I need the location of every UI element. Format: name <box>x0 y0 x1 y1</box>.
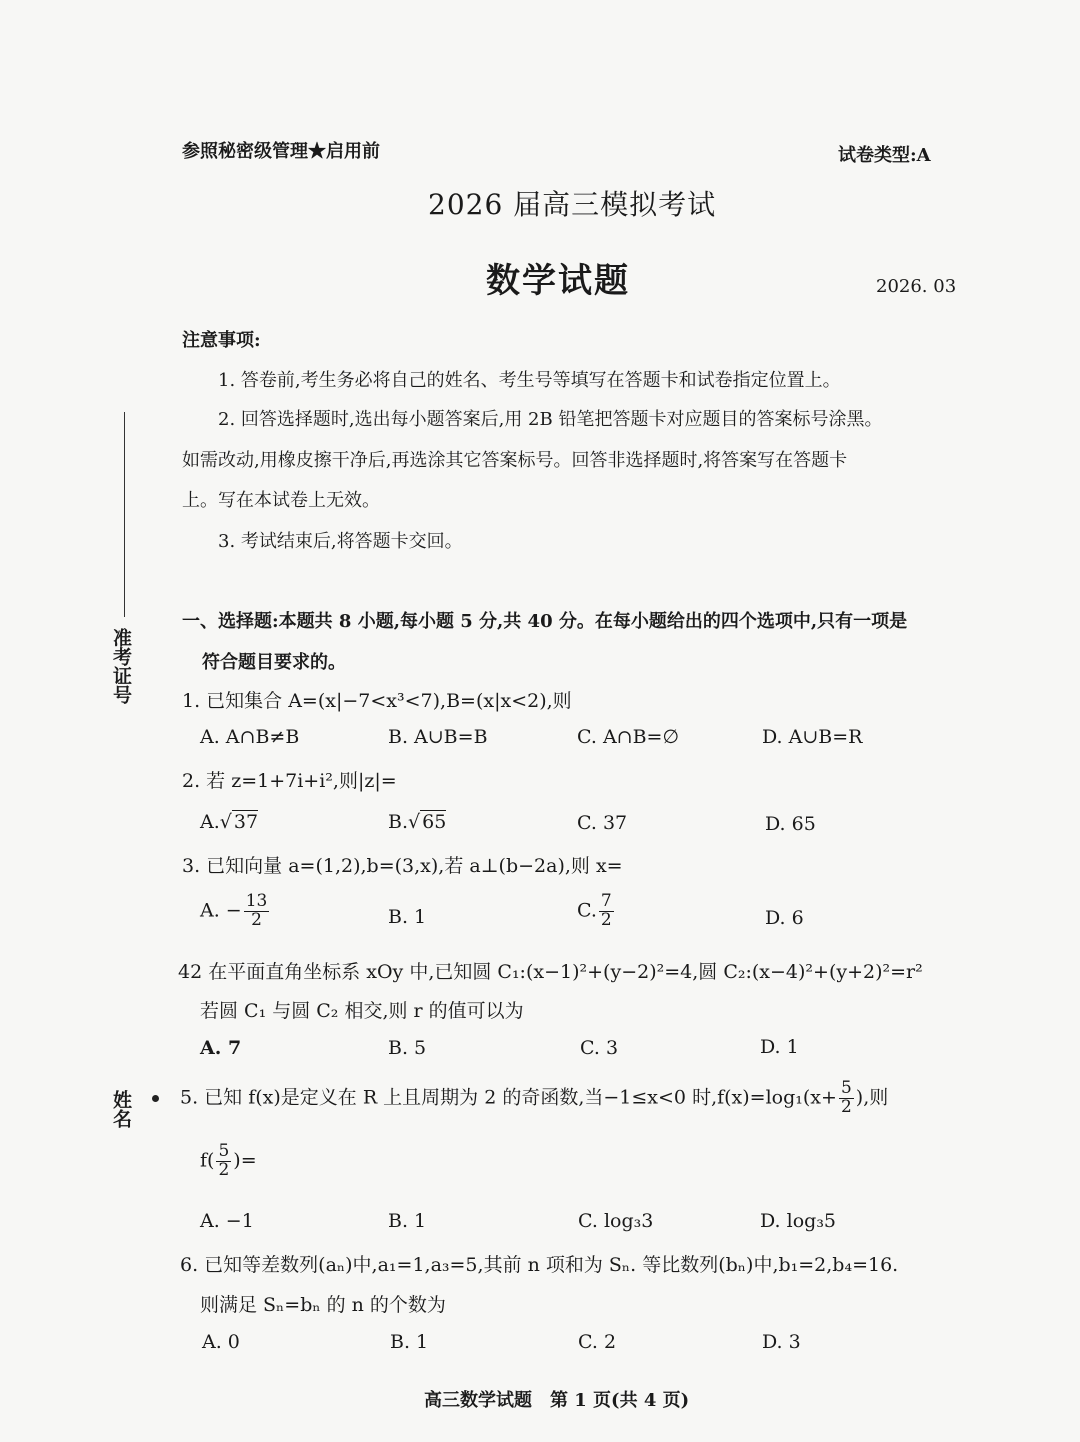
subject-title: 数学试题 <box>486 261 630 301</box>
note-3: 3. 考试结束后,将答题卡交回。 <box>218 531 463 552</box>
section-heading-line-1: 一、选择题:本题共 8 小题,每小题 5 分,共 40 分。在每小题给出的四个选项中,只有一项是 <box>182 611 908 632</box>
question-6-option-a: A. 0 <box>202 1331 240 1353</box>
note-1: 1. 答卷前,考生务必将自己的姓名、考生号等填写在答题卡和试卷指定位置上。 <box>218 370 841 391</box>
question-5-option-a: A. −1 <box>200 1210 254 1232</box>
question-3-option-d: D. 6 <box>765 907 804 929</box>
name-label: 姓名 <box>110 1090 132 1128</box>
denominator: 2 <box>218 1159 230 1180</box>
sqrt-value: 37 <box>233 811 259 833</box>
question-5-option-b: B. 1 <box>388 1210 427 1232</box>
paper-type: 试卷类型:A <box>838 145 931 166</box>
sqrt-value: 65 <box>422 811 447 833</box>
margin-dot <box>152 1095 159 1102</box>
question-1-option-a: A. A∩B≠B <box>200 726 300 748</box>
exam-id-line <box>124 412 125 617</box>
exam-title: 2026 届高三模拟考试 <box>428 188 717 221</box>
question-6-stem-line-2: 则满足 Sₙ=bₙ 的 n 的个数为 <box>200 1294 446 1316</box>
option-a-label: A. <box>200 811 220 833</box>
question-6-option-d: D. 3 <box>762 1331 801 1353</box>
question-4-stem-line-2: 若圆 C₁ 与圆 C₂ 相交,则 r 的值可以为 <box>200 1000 524 1022</box>
stem-text: 5. 已知 f(x)是定义在 R 上且周期为 2 的奇函数,当−1≤x<0 时,f(x)=log₁(x+ <box>180 1086 837 1109</box>
question-4-option-b: B. 5 <box>388 1037 427 1059</box>
denominator: 2 <box>840 1096 852 1117</box>
exam-id-label: 准考证号 <box>110 628 132 704</box>
exam-date: 2026. 03 <box>876 276 957 297</box>
question-4-stem: 42 在平面直角坐标系 xOy 中,已知圆 C₁:(x−1)²+(y−2)²=4,圆 C₂:(x−4)²+(y+2)²=r² <box>178 961 923 983</box>
section-heading-line-2: 符合题目要求的。 <box>202 652 346 673</box>
question-2-stem: 2. 若 z=1+7i+i²,则|z|= <box>182 770 397 792</box>
page-footer: 高三数学试题 第 1 页(共 4 页) <box>424 1390 690 1411</box>
numerator: 7 <box>600 891 612 911</box>
numerator: 5 <box>218 1141 230 1161</box>
question-2-option-b: B.√ 65 <box>388 811 447 833</box>
secret-level: 参照秘密级管理★启用前 <box>182 141 380 162</box>
question-2-option-c: C. 37 <box>577 812 628 834</box>
question-6-option-b: B. 1 <box>390 1331 429 1353</box>
question-5-stem-line-2 <box>200 1143 257 1180</box>
question-3-option-a <box>200 893 271 930</box>
fraction <box>244 893 270 930</box>
fraction <box>216 1143 231 1180</box>
notes-heading: 注意事项: <box>182 330 261 351</box>
question-6-stem: 6. 已知等差数列(aₙ)中,a₁=1,a₃=5,其前 n 项和为 Sₙ. 等比数列(bₙ)中,b₁=2,b₄=16. <box>180 1254 899 1276</box>
stem-text-end: )= <box>233 1149 257 1172</box>
question-3-stem: 3. 已知向量 a=(1,2),b=(3,x),若 a⊥(b−2a),则 x= <box>182 855 623 877</box>
question-3-option-c <box>577 893 616 930</box>
option-c-label: C. <box>577 899 597 922</box>
question-2-option-a: A.√ 37 <box>200 811 259 833</box>
question-5-stem <box>180 1080 888 1117</box>
question-4-option-c: C. 3 <box>580 1037 619 1059</box>
question-4-option-a: A. 7 <box>200 1037 242 1059</box>
question-1-option-c: C. A∩B=∅ <box>577 726 680 748</box>
fraction <box>839 1080 854 1117</box>
question-3-option-b: B. 1 <box>388 906 427 928</box>
note-2-line-1: 2. 回答选择题时,选出每小题答案后,用 2B 铅笔把答题卡对应题目的答案标号涂黑。 <box>218 409 883 430</box>
stem-text: f( <box>200 1149 215 1172</box>
question-1-option-b: B. A∪B=B <box>388 726 488 748</box>
question-5-option-c: C. log₃3 <box>578 1210 654 1232</box>
fraction <box>599 893 614 930</box>
question-2-option-d: D. 65 <box>765 813 816 835</box>
note-2-line-2: 如需改动,用橡皮擦干净后,再选涂其它答案标号。回答非选择题时,将答案写在答题卡 <box>182 450 848 471</box>
question-5-option-d: D. log₃5 <box>760 1210 837 1232</box>
option-a-label: A. − <box>200 899 242 922</box>
denominator: 2 <box>251 909 262 930</box>
stem-text-end: ),则 <box>855 1086 889 1109</box>
note-2-line-3: 上。写在本试卷上无效。 <box>182 490 380 511</box>
question-1-option-d: D. A∪B=R <box>762 726 863 748</box>
question-6-option-c: C. 2 <box>578 1331 617 1353</box>
question-4-option-d: D. 1 <box>760 1036 799 1058</box>
numerator: 5 <box>840 1078 852 1098</box>
numerator: 13 <box>245 891 268 911</box>
denominator: 2 <box>600 909 612 930</box>
option-b-label: B. <box>388 811 409 833</box>
question-1-stem: 1. 已知集合 A=(x|−7<x³<7),B=(x|x<2),则 <box>182 690 572 712</box>
